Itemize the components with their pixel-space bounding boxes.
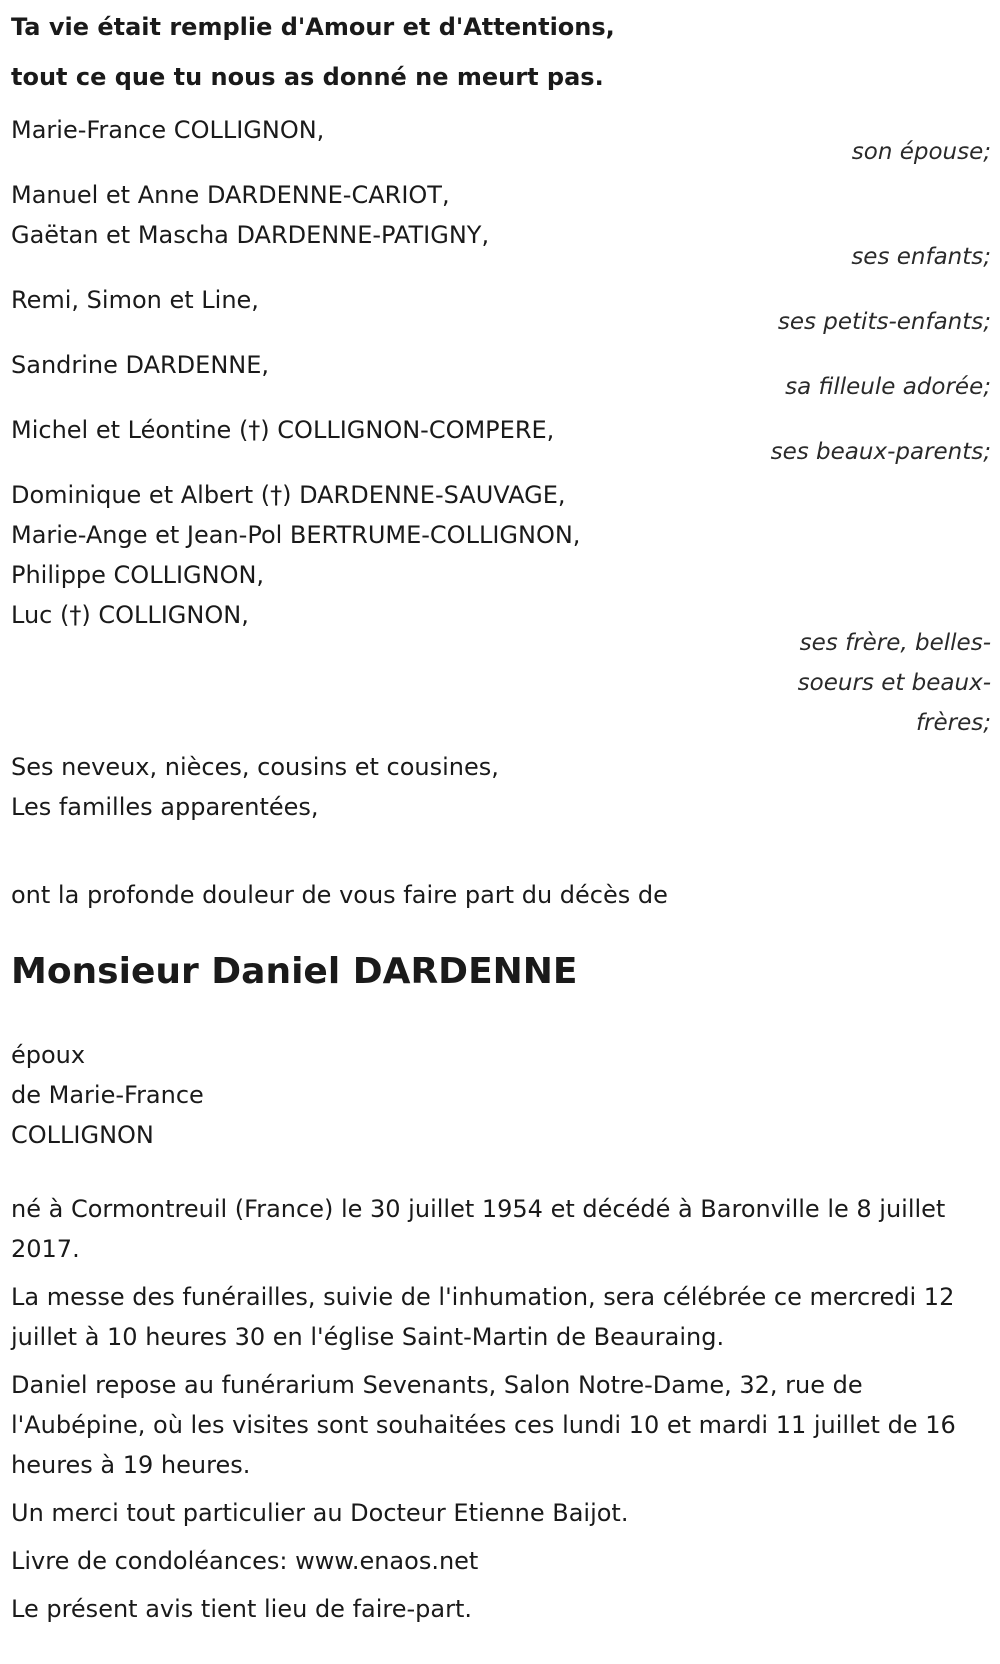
family-name: Manuel et Anne DARDENNE-CARIOT, bbox=[11, 181, 450, 209]
spouse-line-1: époux bbox=[11, 1041, 86, 1069]
extended-family-line-1: Ses neveux, nièces, cousins et cousines, bbox=[11, 753, 499, 781]
condolences-text: Livre de condoléances: www.enaos.net bbox=[11, 1547, 479, 1575]
extended-family bbox=[11, 747, 991, 827]
family-group-grandchildren bbox=[11, 280, 991, 342]
family-group-siblings bbox=[11, 475, 991, 743]
family-name: Dominique et Albert (†) DARDENNE-SAUVAGE, bbox=[11, 481, 566, 509]
family-name: Gaëtan et Mascha DARDENNE-PATIGNY, bbox=[11, 221, 490, 249]
family-group-goddaughter bbox=[11, 345, 991, 407]
family-relation: ses frère, belles-soeurs et beaux-frères; bbox=[797, 630, 991, 736]
epigraph-line-1: Ta vie était remplie d'Amour et d'Attentions, bbox=[11, 13, 615, 41]
family-name: Luc (†) COLLIGNON, bbox=[11, 601, 249, 629]
details bbox=[11, 1189, 981, 1629]
spouse-info bbox=[11, 1035, 991, 1155]
announcement: ont la profonde douleur de vous faire part du décès de bbox=[11, 881, 668, 909]
family-relation: ses beaux-parents; bbox=[770, 439, 991, 465]
family-group-spouse bbox=[11, 110, 991, 172]
notice-text: Le présent avis tient lieu de faire-part. bbox=[11, 1595, 473, 1623]
family-list bbox=[11, 110, 991, 743]
epigraph-line-2: tout ce que tu nous as donné ne meurt pas. bbox=[11, 63, 604, 91]
extended-family-line-2: Les familles apparentées, bbox=[11, 793, 319, 821]
family-group-children bbox=[11, 175, 991, 277]
family-name: Marie-Ange et Jean-Pol BERTRUME-COLLIGNON, bbox=[11, 521, 581, 549]
funeral-text: La messe des funérailles, suivie de l'inhumation, sera célébrée ce mercredi 12 juillet à 10 heures 30 en l'église Saint-Martin de Beauraing. bbox=[11, 1283, 955, 1351]
birth-death-text: né à Cormontreuil (France) le 30 juillet 1954 et décédé à Baronville le 8 juillet 2017. bbox=[11, 1195, 946, 1263]
family-relation: sa filleule adorée; bbox=[785, 374, 991, 400]
deceased-name: Monsieur Daniel DARDENNE bbox=[11, 951, 578, 992]
family-relation: ses enfants; bbox=[851, 244, 991, 270]
family-relation: ses petits-enfants; bbox=[777, 309, 991, 335]
family-name: Marie-France COLLIGNON, bbox=[11, 116, 325, 144]
obituary-notice bbox=[11, 0, 991, 1637]
family-name: Philippe COLLIGNON, bbox=[11, 561, 265, 589]
family-relation: son épouse; bbox=[851, 139, 991, 165]
family-name: Sandrine DARDENNE, bbox=[11, 351, 270, 379]
epigraph bbox=[11, 2, 991, 102]
thanks-text: Un merci tout particulier au Docteur Etienne Baijot. bbox=[11, 1499, 629, 1527]
family-name: Remi, Simon et Line, bbox=[11, 286, 259, 314]
spouse-line-3: COLLIGNON bbox=[11, 1121, 154, 1149]
family-name: Michel et Léontine (†) COLLIGNON-COMPERE, bbox=[11, 416, 555, 444]
visits-text: Daniel repose au funérarium Sevenants, Salon Notre-Dame, 32, rue de l'Aubépine, où les visites sont souhaitées ces lundi 10 et mardi 11 juillet de 16 heures à 19 heures. bbox=[11, 1371, 956, 1479]
family-group-parents-in-law bbox=[11, 410, 991, 472]
spouse-line-2: de Marie-France bbox=[11, 1081, 204, 1109]
